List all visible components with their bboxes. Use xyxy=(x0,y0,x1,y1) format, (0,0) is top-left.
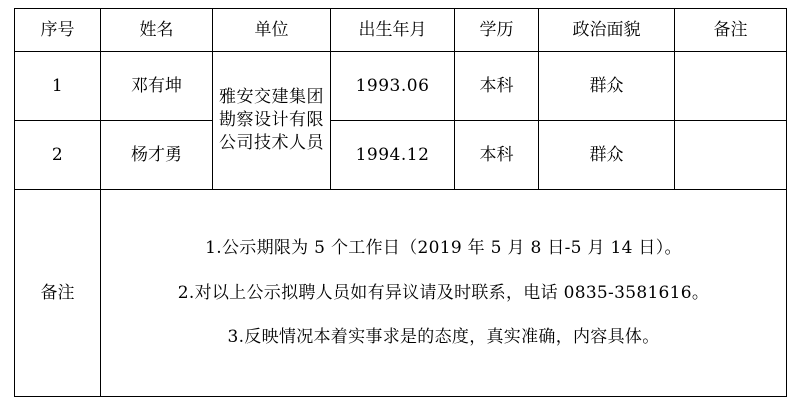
remark-line-3: 3.反映情况本着实事求是的态度，真实准确，内容具体。 xyxy=(227,327,660,348)
cell-note xyxy=(675,52,787,121)
header-cell-unit: 单位 xyxy=(213,9,331,52)
header-cell-seq: 序号 xyxy=(15,9,101,52)
remark-label: 备注 xyxy=(15,190,101,397)
remark-line-2: 2.对以上公示拟聘人员如有异议请及时联系，电话 0835-3581616。 xyxy=(177,282,710,303)
table-row xyxy=(15,52,787,121)
cell-seq: 1 xyxy=(15,52,101,121)
remark-row xyxy=(15,190,787,397)
header-cell-name: 姓名 xyxy=(101,9,213,52)
header-cell-education: 学历 xyxy=(455,9,539,52)
cell-birth: 1994.12 xyxy=(331,121,455,190)
cell-note xyxy=(675,121,787,190)
cell-name: 邓有坤 xyxy=(101,52,213,121)
cell-education: 本科 xyxy=(455,121,539,190)
cell-unit-merged: 雅安交建集团勘察设计有限公司技术人员 xyxy=(213,52,331,190)
remark-content xyxy=(101,190,787,397)
header-cell-birth: 出生年月 xyxy=(331,9,455,52)
cell-seq: 2 xyxy=(15,121,101,190)
cell-name: 杨才勇 xyxy=(101,121,213,190)
cell-birth: 1993.06 xyxy=(331,52,455,121)
candidate-publicity-table xyxy=(14,8,787,397)
table-header-row xyxy=(15,9,787,52)
table-row xyxy=(15,121,787,190)
document-page xyxy=(0,8,800,408)
cell-political: 群众 xyxy=(539,52,675,121)
header-cell-political: 政治面貌 xyxy=(539,9,675,52)
header-cell-note: 备注 xyxy=(675,9,787,52)
cell-education: 本科 xyxy=(455,52,539,121)
cell-political: 群众 xyxy=(539,121,675,190)
remark-line-1: 1.公示期限为 5 个工作日（2019 年 5 月 8 日-5 月 14 日）。 xyxy=(205,237,682,258)
